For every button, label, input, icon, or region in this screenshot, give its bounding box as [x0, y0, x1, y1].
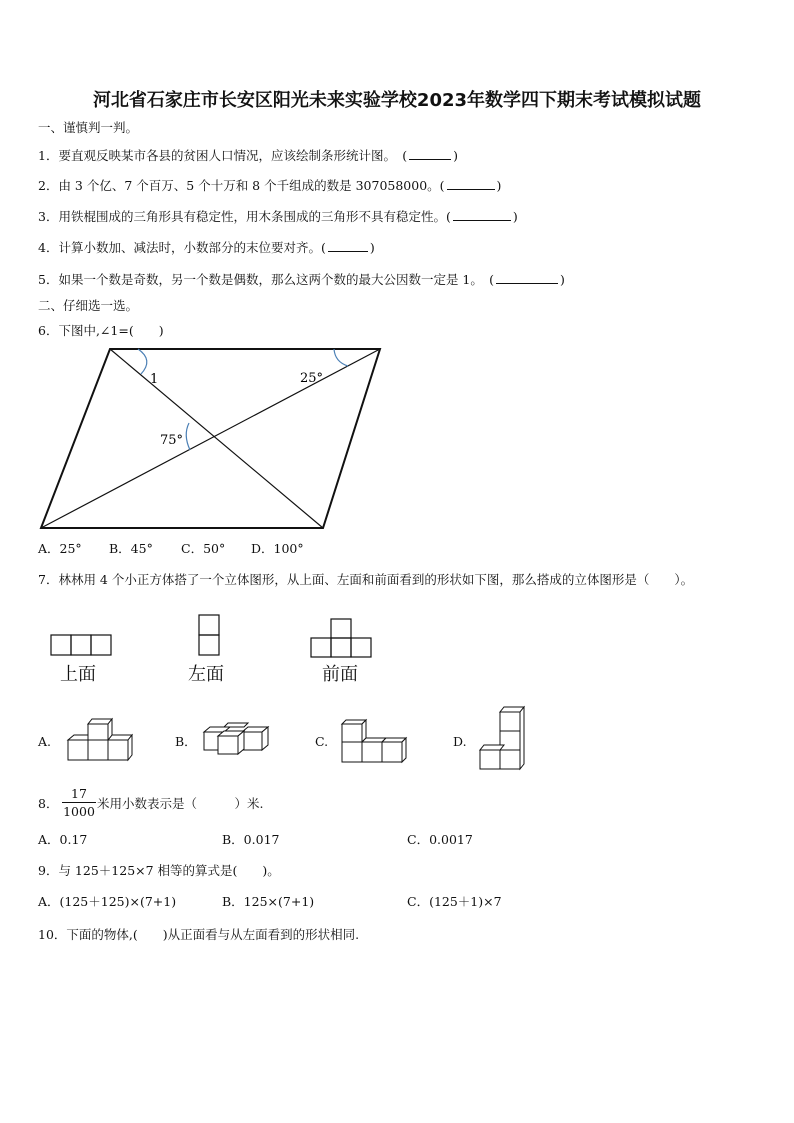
- question-3-close: ): [512, 209, 518, 224]
- q6-option-d[interactable]: D．100°: [251, 541, 304, 556]
- q6-option-b[interactable]: B．45°: [109, 541, 153, 556]
- q9-option-c[interactable]: C．(125＋1)×7: [407, 894, 502, 909]
- q7-option-d-label[interactable]: D.: [453, 734, 467, 749]
- front-view-label: 前面: [322, 664, 358, 685]
- fraction-17-over-1000: [62, 786, 96, 819]
- answer-blank-5[interactable]: [496, 271, 558, 284]
- q7-option-b-label[interactable]: B．: [175, 734, 197, 749]
- question-5-text: 5．如果一个数是奇数，另一个数是偶数，那么这两个数的最大公因数一定是 1。 (: [38, 272, 495, 287]
- angle-label-1: 1: [150, 372, 159, 387]
- q7-option-c-label[interactable]: C.: [315, 734, 329, 749]
- answer-blank-2[interactable]: [447, 177, 495, 190]
- question-1: [38, 147, 458, 164]
- question-1-text: 1．要直观反映某市各县的贫困人口情况，应该绘制条形统计图。 (: [38, 148, 408, 163]
- fraction-denominator: 1000: [63, 804, 95, 819]
- fraction-numerator: 17: [71, 786, 87, 801]
- question-7-text: 7．林林用 4 个小正方体搭了一个立体图形，从上面、左面和前面看到的形状如下图，那么搭成的立体图形是（ ）。: [38, 572, 694, 587]
- question-3: [38, 208, 518, 225]
- question-6-text: 6．下图中,∠1=( ): [38, 323, 164, 338]
- page-title: 河北省石家庄市长安区阳光未来实验学校2023年数学四下期末考试模拟试题: [92, 90, 702, 111]
- question-2-close: ): [496, 178, 502, 193]
- angle-label-25: 25°: [300, 371, 324, 386]
- answer-blank-1[interactable]: [409, 147, 451, 160]
- left-view-shape: [198, 614, 222, 658]
- q8-option-c[interactable]: C．0.0017: [407, 832, 473, 847]
- question-8-prefix: 8．: [38, 796, 59, 811]
- front-view-shape: [310, 618, 374, 660]
- question-1-close: ): [453, 148, 458, 163]
- question-2-text: 2．由 3 个亿、7 个百万、5 个十万和 8 个千组成的数是 307058000。(: [38, 178, 445, 193]
- angle-arc-1: [138, 349, 147, 374]
- fraction-bar: [62, 802, 96, 803]
- top-view-shape: [50, 634, 114, 658]
- q9-option-b[interactable]: B．125×(7+1): [222, 894, 315, 909]
- question-4-close: ): [369, 240, 375, 255]
- q7-option-a-label[interactable]: A.: [38, 734, 52, 749]
- question-4: [38, 239, 375, 256]
- q6-option-a[interactable]: A．25°: [38, 541, 82, 556]
- section-choice-heading: 二、仔细选一选。: [38, 298, 139, 313]
- angle-arc-75: [186, 423, 190, 450]
- angle-label-75: 75°: [160, 433, 184, 448]
- question-5-close: ): [560, 272, 565, 287]
- diagonal-line-2: [41, 349, 380, 528]
- parallelogram-figure: [36, 344, 388, 536]
- angle-arc-25: [334, 349, 348, 366]
- q7-option-b-figure[interactable]: [200, 722, 272, 756]
- q9-option-a[interactable]: A．(125＋125)×(7+1): [38, 894, 177, 909]
- answer-blank-4[interactable]: [328, 239, 368, 252]
- q6-option-c[interactable]: C．50°: [181, 541, 226, 556]
- q8-option-a[interactable]: A．0.17: [38, 832, 88, 847]
- question-3-text: 3．用铁棍围成的三角形具有稳定性，用木条围成的三角形不具有稳定性。(: [38, 209, 451, 224]
- left-view-label: 左面: [188, 664, 224, 685]
- question-5: [38, 271, 565, 288]
- diagonal-line-1: [110, 349, 323, 528]
- question-9-text: 9．与 125＋125×7 相等的算式是( )。: [38, 863, 280, 878]
- question-8-text: 米用小数表示是（ ）米.: [97, 796, 264, 811]
- section-judge-heading: 一、谨慎判一判。: [38, 120, 139, 135]
- question-10-text: 10．下面的物体,( )从正面看与从左面看到的形状相同.: [38, 927, 360, 942]
- q7-option-a-figure[interactable]: [62, 716, 134, 766]
- top-view-label: 上面: [60, 664, 96, 685]
- question-2: [38, 177, 501, 194]
- q7-option-d-figure[interactable]: [478, 704, 530, 772]
- q7-option-c-figure[interactable]: [340, 718, 412, 766]
- q8-option-b[interactable]: B．0.017: [222, 832, 280, 847]
- question-4-text: 4．计算小数加、减法时，小数部分的末位要对齐。(: [38, 240, 326, 255]
- answer-blank-3[interactable]: [453, 208, 511, 221]
